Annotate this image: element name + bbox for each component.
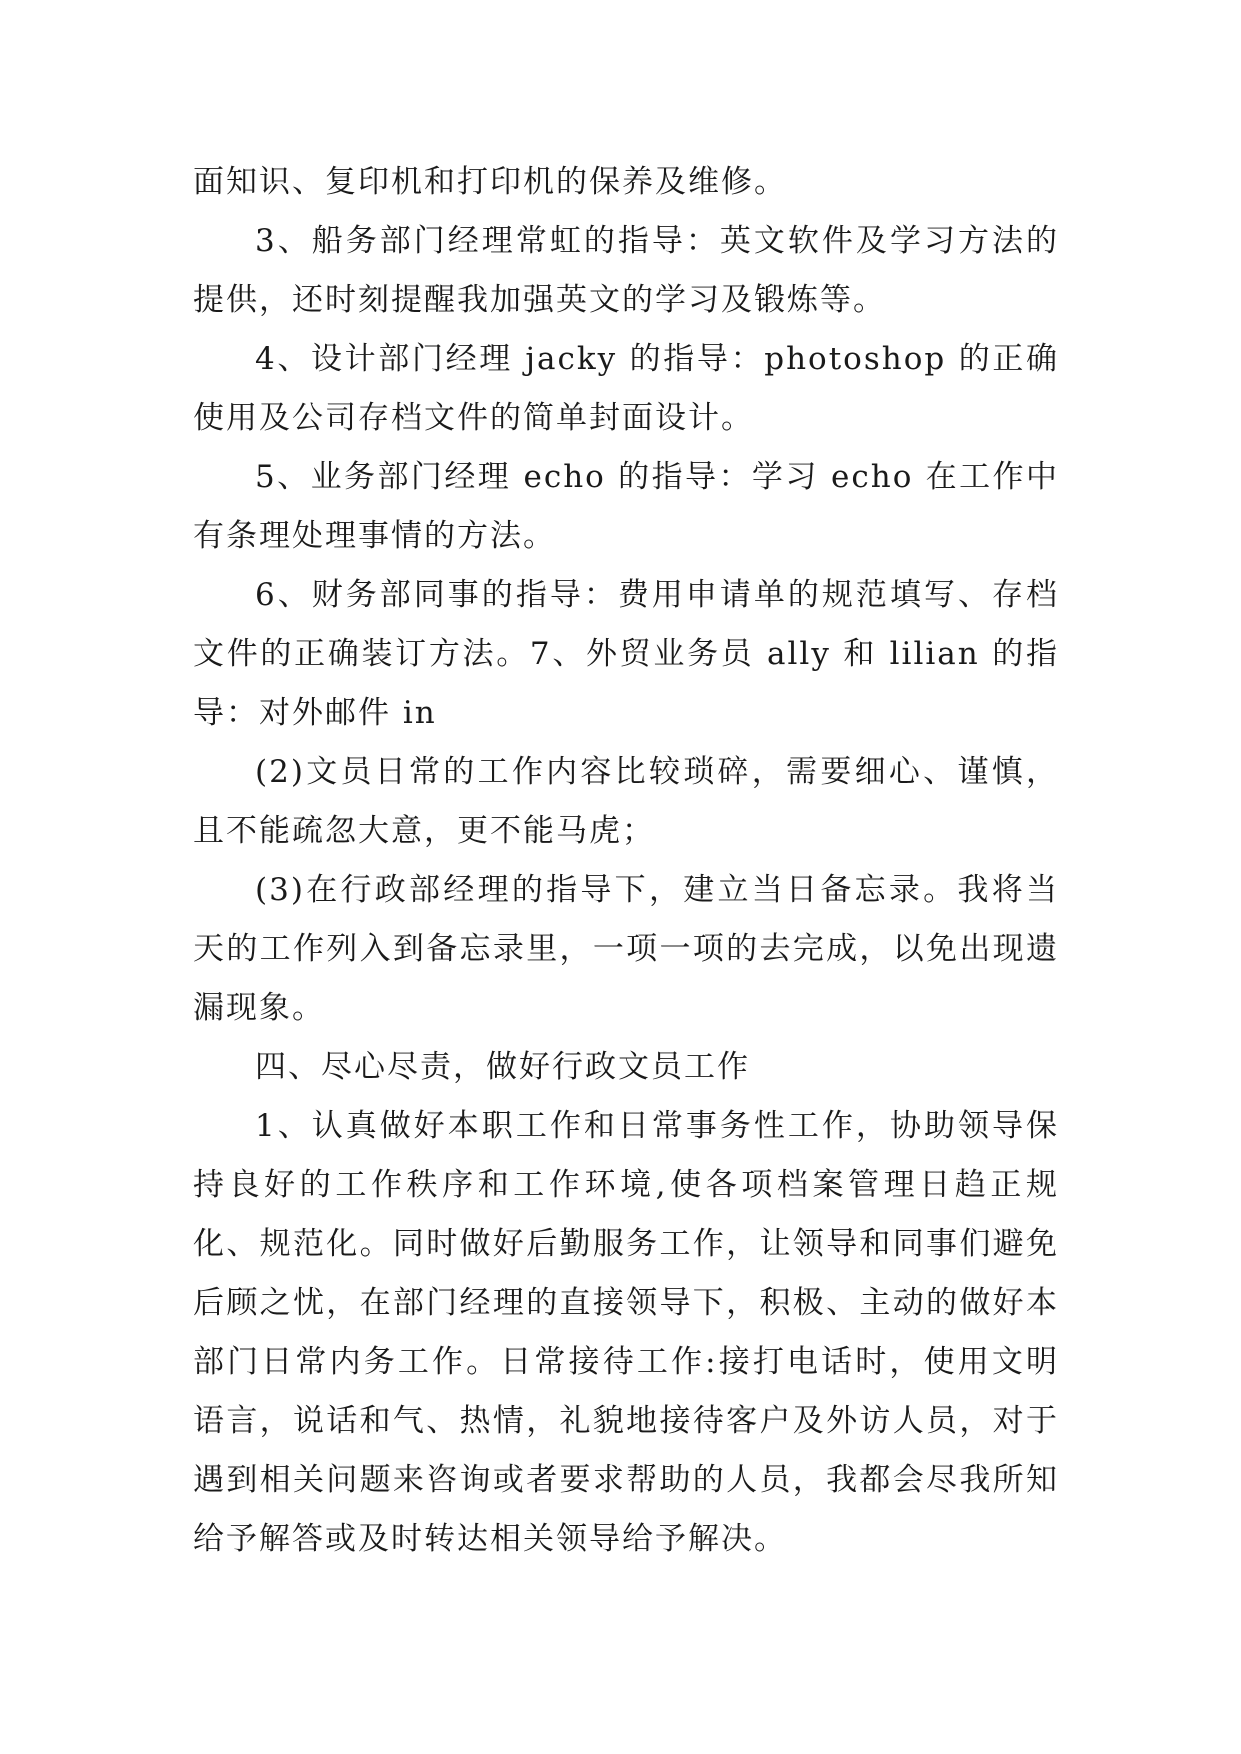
paragraph-item-3: 3、船务部门经理常虹的指导：英文软件及学习方法的提供，还时刻提醒我加强英文的学习及锻炼等。 — [193, 223, 1059, 318]
section-heading-4: 四、尽心尽责，做好行政文员工作 — [255, 1049, 750, 1085]
paragraph-item-4: 4、设计部门经理 jacky 的指导：photoshop 的正确使用及公司存档文件的简单封面设计。 — [193, 341, 1059, 436]
paragraph-item-5: 5、业务部门经理 echo 的指导：学习 echo 在工作中有条理处理事情的方法。 — [193, 459, 1059, 554]
paragraph-item-6-7: 6、财务部同事的指导：费用申请单的规范填写、存档文件的正确装订方法。7、外贸业务员 ally 和 lilian 的指导：对外邮件 in — [193, 577, 1059, 731]
paragraph-section-4-item-1: 1、认真做好本职工作和日常事务性工作，协助领导保持良好的工作秩序和工作环境,使各项档案管理日趋正规化、规范化。同时做好后勤服务工作，让领导和同事们避免后顾之忧，在部门经理的直接领导下，积极、主动的做好本部门日常内务工作。日常接待工作:接打电话时，使用文明语言，说话和气、热情，礼貌地接待客户及外访人员，对于遇到相关问题来咨询或者要求帮助的人员，我都会尽我所知给予解答或及时转达相关领导给予解决。 — [193, 1108, 1059, 1557]
paragraph-sub-2: (2)文员日常的工作内容比较琐碎，需要细心、谨慎，且不能疏忽大意，更不能马虎； — [193, 754, 1059, 849]
document-body — [193, 153, 1059, 1569]
paragraph-sub-3: (3)在行政部经理的指导下，建立当日备忘录。我将当天的工作列入到备忘录里，一项一项的去完成，以免出现遗漏现象。 — [193, 872, 1059, 1026]
paragraph-continuation: 面知识、复印机和打印机的保养及维修。 — [193, 164, 787, 200]
